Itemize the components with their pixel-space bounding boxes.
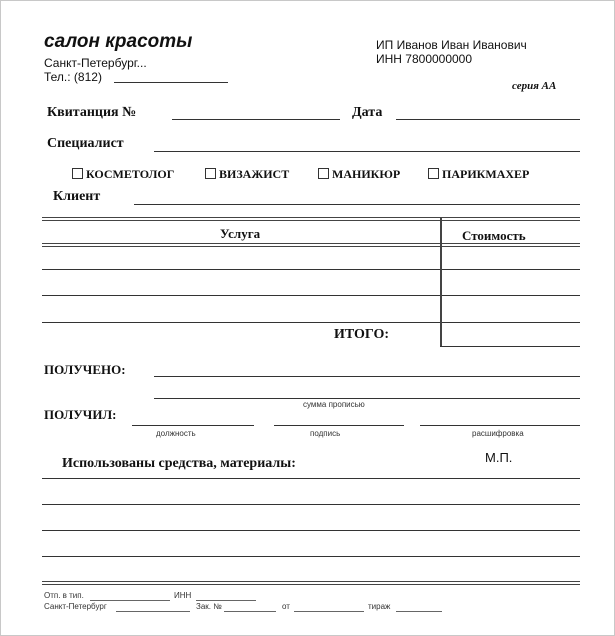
imprint-city: Санкт-Петербург xyxy=(44,602,107,611)
signature-caption: подпись xyxy=(310,429,341,438)
table-header-border xyxy=(42,243,580,247)
salon-title: салон красоты xyxy=(44,31,193,52)
service-column-header: Услуга xyxy=(220,226,261,241)
decoding-line xyxy=(420,425,580,426)
date-label: Дата xyxy=(352,105,383,120)
owner-inn: ИНН 7800000000 xyxy=(376,52,473,66)
checkbox-icon xyxy=(205,168,216,179)
receipt-number-line xyxy=(172,119,340,120)
table-row-line xyxy=(42,322,580,323)
received-line xyxy=(154,376,580,377)
option-label: ВИЗАЖИСТ xyxy=(219,167,290,181)
decoding-caption: расшифровка xyxy=(472,429,524,438)
imprint-line xyxy=(116,611,190,612)
amount-words-caption: сумма прописью xyxy=(303,400,365,409)
option-manicure xyxy=(318,167,400,182)
specialist-label: Специалист xyxy=(47,136,124,151)
imprint-copies: тираж xyxy=(368,602,391,611)
materials-line xyxy=(42,556,580,557)
imprint-inn: ИНН xyxy=(174,591,192,600)
receipt-number-label: Квитанция № xyxy=(47,105,137,120)
checkbox-icon xyxy=(318,168,329,179)
signature-line xyxy=(274,425,404,426)
materials-line xyxy=(42,478,580,479)
salon-phone: Тел.: (812) xyxy=(44,70,102,84)
table-row-line xyxy=(42,295,580,296)
option-label: ПАРИКМАХЕР xyxy=(442,167,530,181)
specialist-line xyxy=(154,151,580,152)
client-label: Клиент xyxy=(53,189,101,204)
received-label: ПОЛУЧЕНО: xyxy=(44,362,126,377)
option-label: МАНИКЮР xyxy=(332,167,401,181)
imprint-printed-in: Отп. в тип. xyxy=(44,591,84,600)
series-label: серия АА xyxy=(512,80,557,92)
salon-city: Санкт-Петербург... xyxy=(44,56,147,70)
position-line xyxy=(132,425,254,426)
checkbox-icon xyxy=(428,168,439,179)
option-label: КОСМЕТОЛОГ xyxy=(86,167,175,181)
imprint-order: Зак. № xyxy=(196,602,222,611)
phone-line xyxy=(114,82,228,83)
option-cosmetologist xyxy=(72,167,174,182)
cost-column-header: Стоимость xyxy=(462,228,526,243)
materials-bottom-line xyxy=(42,581,580,585)
table-row-line xyxy=(42,269,580,270)
date-line xyxy=(396,119,580,120)
imprint-line xyxy=(224,611,276,612)
imprint-line xyxy=(90,600,170,601)
materials-line xyxy=(42,530,580,531)
materials-line xyxy=(42,504,580,505)
table-bottom-line xyxy=(440,346,580,347)
option-hairdresser xyxy=(428,167,529,182)
imprint-line xyxy=(196,600,256,601)
option-makeup xyxy=(205,167,289,182)
imprint-line xyxy=(396,611,442,612)
imprint-from: от xyxy=(282,602,290,611)
client-line xyxy=(134,204,580,205)
stamp-label: М.П. xyxy=(485,450,513,465)
position-caption: должность xyxy=(156,429,196,438)
materials-label: Использованы средства, материалы: xyxy=(62,456,296,471)
table-column-divider xyxy=(440,217,442,346)
total-label: ИТОГО: xyxy=(334,327,390,342)
checkbox-icon xyxy=(72,168,83,179)
receiver-label: ПОЛУЧИЛ: xyxy=(44,407,117,422)
table-top-border xyxy=(42,217,580,221)
received-line-2 xyxy=(154,398,580,399)
imprint-line xyxy=(294,611,364,612)
owner-name: ИП Иванов Иван Иванович xyxy=(376,38,527,52)
